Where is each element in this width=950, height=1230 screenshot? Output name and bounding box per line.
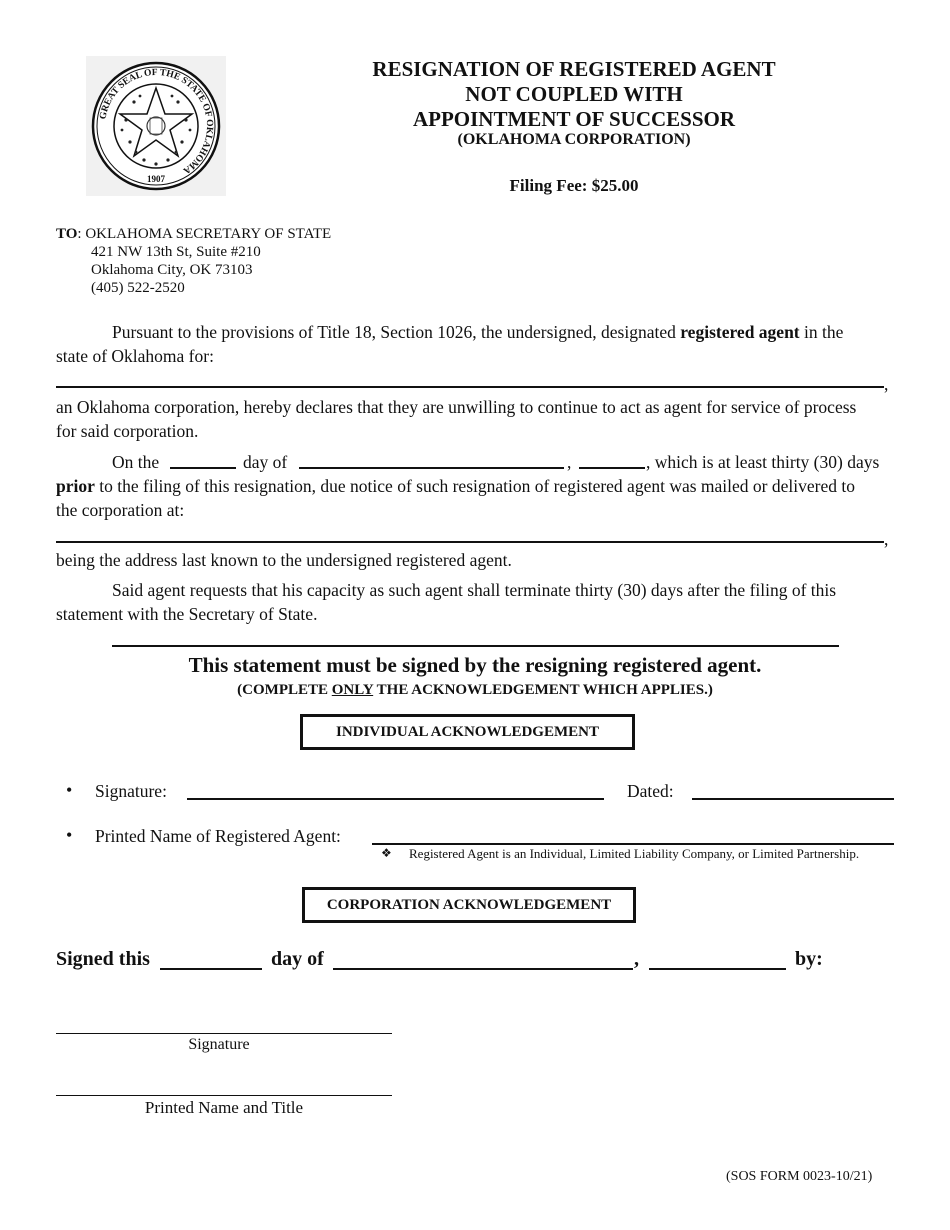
signed-this-label: Signed this	[56, 948, 150, 970]
address-phone: (405) 522-2520	[91, 280, 185, 296]
individual-acknowledgement-heading: INDIVIDUAL ACKNOWLEDGEMENT	[300, 714, 635, 750]
title-line-2: NOT COUPLED WITH	[465, 82, 683, 106]
diamond-bullet-icon: ❖	[381, 846, 392, 860]
by-label: by:	[795, 948, 823, 970]
acknowledgement-instruction: (COMPLETE ONLY THE ACKNOWLEDGEMENT WHICH APPLIES.)	[237, 682, 713, 698]
corporation-address-field[interactable]	[56, 541, 884, 543]
bullet-icon: •	[66, 825, 73, 845]
paragraph-notice-date: On the day of , , which is at least thirty (30) days prior to the filing of this resignation, due notice of such resignation of registered agent was mailed or delivered to the corporation at:	[56, 452, 880, 520]
corporation-name-field[interactable]	[56, 386, 884, 388]
notice-month-field[interactable]	[299, 467, 564, 469]
to-label: TO	[56, 226, 78, 242]
signature-notice: This statement must be signed by the resigning registered agent.	[188, 653, 762, 677]
day-of-label: day of	[271, 948, 324, 970]
paragraph-declaration: an Oklahoma corporation, hereby declares that they are unwilling to continue to act as agent for service of process for said corporation.	[56, 397, 857, 441]
printed-name-caption: Printed Name and Title	[144, 1098, 304, 1117]
dated-field[interactable]	[692, 798, 894, 800]
dated-label: Dated:	[627, 781, 674, 801]
bullet-icon: •	[66, 780, 73, 800]
corporate-signature-field[interactable]	[56, 1033, 392, 1034]
state-seal	[86, 56, 226, 196]
form-id: (SOS FORM 0023-10/21)	[726, 1169, 873, 1184]
notice-day-field[interactable]	[170, 467, 236, 469]
paragraph-termination: Said agent requests that his capacity as such agent shall terminate thirty (30) days after the filing of this statement with the Secretary of State.	[56, 580, 837, 624]
title-line-1: RESIGNATION OF REGISTERED AGENT	[372, 57, 776, 81]
paragraph-designation: Pursuant to the provisions of Title 18, Section 1026, the undersigned, designated registered agent in the state of Oklahoma for:	[56, 322, 844, 366]
filing-fee: Filing Fee: $25.00	[509, 176, 639, 195]
signature-label: Signature:	[95, 781, 167, 801]
form-title	[300, 57, 848, 132]
title-line-3: APPOINTMENT OF SUCCESSOR	[412, 107, 736, 131]
signed-day-field[interactable]	[160, 968, 262, 970]
address-line-2: Oklahoma City, OK 73103	[91, 262, 253, 278]
recipient: : OKLAHOMA SECRETARY OF STATE	[77, 226, 332, 242]
seal-year: 1907	[147, 174, 165, 184]
signed-year-field[interactable]	[649, 968, 786, 970]
corporate-printed-name-field[interactable]	[56, 1095, 392, 1096]
corporation-acknowledgement-heading: CORPORATION ACKNOWLEDGEMENT	[302, 887, 636, 923]
address-line-1: 421 NW 13th St, Suite #210	[91, 244, 261, 260]
paragraph-last-address: being the address last known to the undersigned registered agent.	[56, 550, 512, 570]
printed-name-field[interactable]	[372, 843, 894, 845]
individual-signature-field[interactable]	[187, 798, 604, 800]
seal-ring-text: GREAT SEAL OF THE STATE OF OKLAHOMA	[98, 67, 215, 176]
agent-type-note: Registered Agent is an Individual, Limited Liability Company, or Limited Partnership.	[409, 846, 860, 861]
printed-name-label: Printed Name of Registered Agent:	[95, 826, 341, 846]
signed-month-field[interactable]	[333, 968, 633, 970]
divider	[112, 645, 839, 647]
signature-caption: Signature	[188, 1036, 250, 1053]
address-block	[56, 225, 331, 297]
registered-agent-term: registered agent	[680, 322, 800, 342]
form-subtitle: (OKLAHOMA CORPORATION)	[457, 131, 691, 148]
notice-year-field[interactable]	[579, 467, 645, 469]
